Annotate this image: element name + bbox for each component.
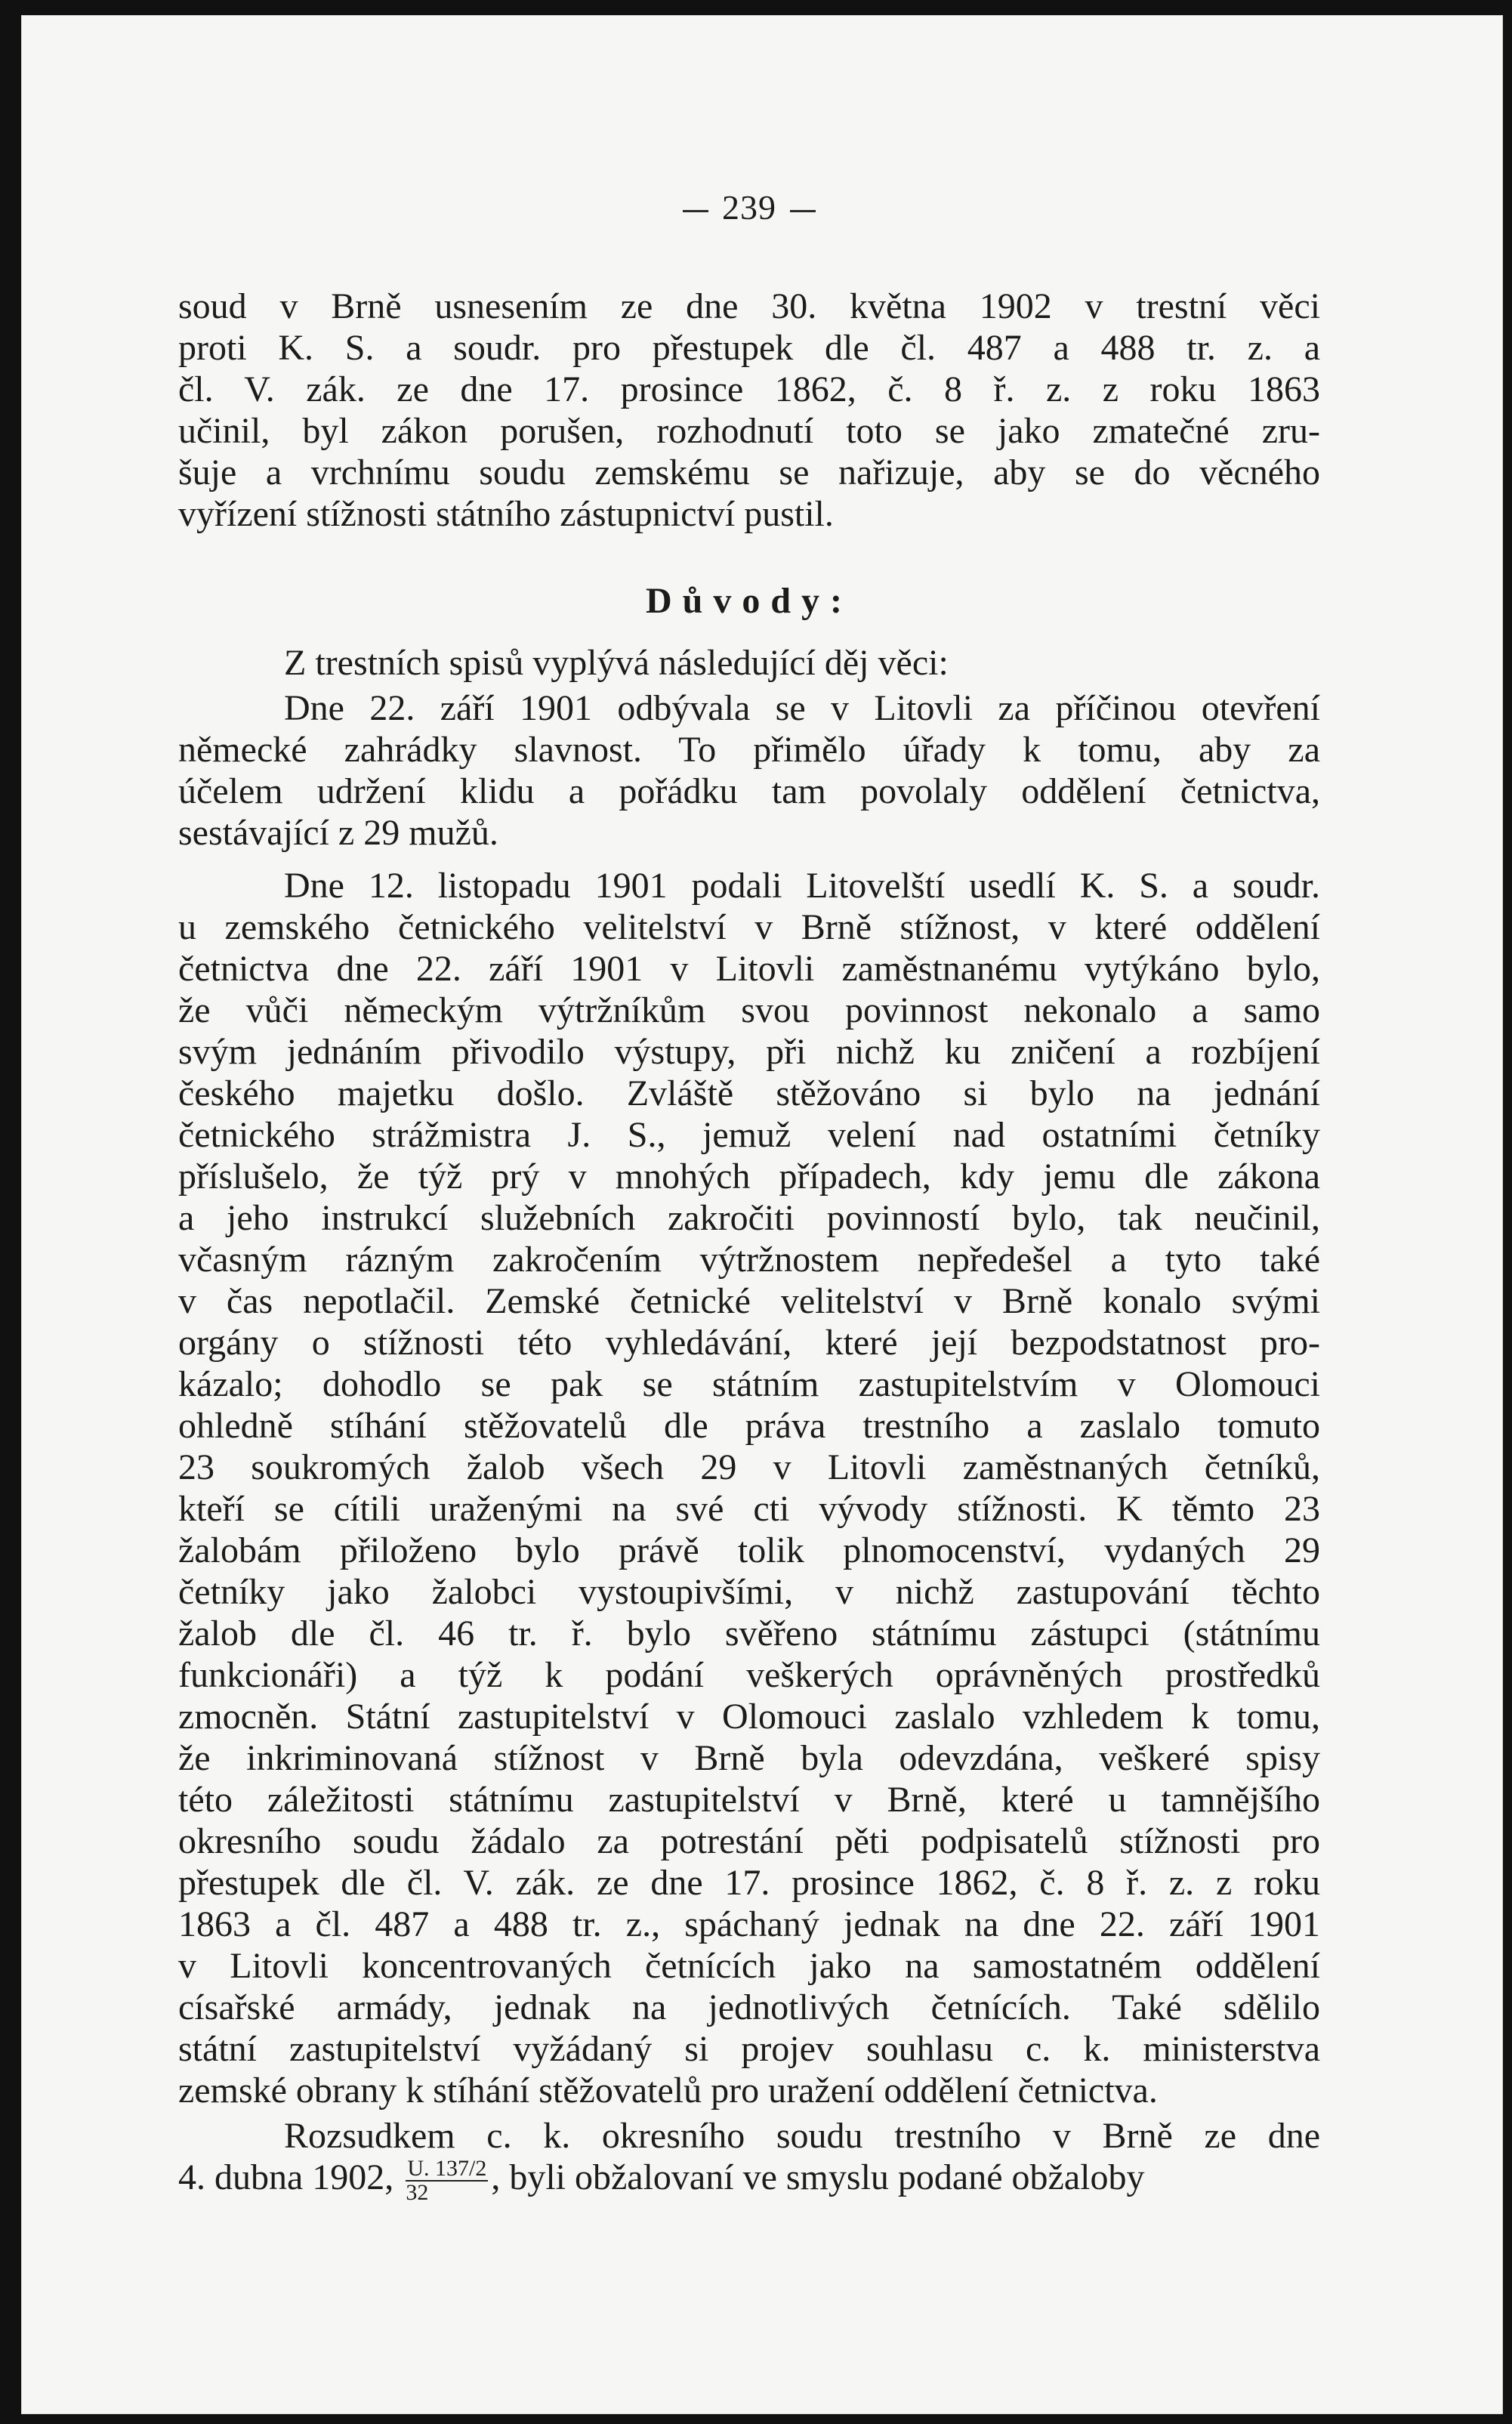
case-number-fraction xyxy=(406,2157,488,2204)
text-line: orgány o stížnosti této vyhledávání, které její bezpodstatnost pro- xyxy=(178,1323,1320,1363)
text-line: čl. V. zák. ze dne 17. prosince 1862, č. 8 ř. z. z roku 1863 xyxy=(178,369,1320,409)
paragraph-4 xyxy=(178,2115,1320,2204)
fraction-numerator: U. 137/2 xyxy=(407,2155,487,2181)
text-line: příslušelo, že týž prý v mnohých případech, kdy jemu dle zákona xyxy=(178,1156,1320,1197)
text-line: soud v Brně usnesením ze dne 30. května 1902 v trestní věci xyxy=(178,286,1320,326)
fraction-denominator: 32 xyxy=(406,2179,429,2205)
paragraph-1 xyxy=(178,642,1320,684)
text-line: v čas nepotlačil. Zemské četnické velitelství v Brně konalo svými xyxy=(178,1281,1320,1321)
text-line: Rozsudkem c. k. okresního soudu trestního v Brně ze dne xyxy=(284,2116,1320,2156)
text-line: žalob dle čl. 46 tr. ř. bylo svěřeno státnímu zástupci (státnímu xyxy=(178,1613,1320,1654)
intro-paragraph xyxy=(178,286,1320,535)
text-line: četníky jako žalobci vystoupivšími, v nichž zastupování těchto xyxy=(178,1572,1320,1612)
text-line: že vůči německým výtržníkům svou povinnost nekonalo a samo xyxy=(178,990,1320,1030)
text-line: kázalo; dohodlo se pak se státním zastupitelstvím v Olomouci xyxy=(178,1364,1320,1404)
text-line: českého majetku došlo. Zvláště stěžováno si bylo na jednání xyxy=(178,1073,1320,1113)
text-line: účelem udržení klidu a pořádku tam povolaly oddělení četnictva, xyxy=(178,771,1320,811)
text-line: sestávající z 29 mužů. xyxy=(178,813,498,853)
text-line: Z trestních spisů vyplývá následující děj věci: xyxy=(284,643,949,683)
text-line: svým jednáním přivodilo výstupy, při nichž ku zničení a rozbíjení xyxy=(178,1032,1320,1072)
text-line: proti K. S. a soudr. pro přestupek dle čl. 487 a 488 tr. z. a xyxy=(178,328,1320,368)
page-number-dash-right xyxy=(790,210,816,212)
text-line: okresního soudu žádalo za potrestání pěti podpisatelů stížnosti pro xyxy=(178,1821,1320,1861)
book-page xyxy=(21,15,1503,2414)
text-line: 23 soukromých žalob všech 29 v Litovli zaměstnaných četníků, xyxy=(178,1447,1320,1487)
text-line: německé zahrádky slavnost. To přimělo úřady k tomu, aby za xyxy=(178,730,1320,770)
text-line: přestupek dle čl. V. zák. ze dne 17. prosince 1862, č. 8 ř. z. z roku xyxy=(178,1863,1320,1903)
page-number-dash-left xyxy=(683,210,708,212)
date-text: 4. dubna 1902, xyxy=(178,2157,394,2197)
text-line: Dne 12. listopadu 1901 podali Litovelští usedlí K. S. a soudr. xyxy=(284,866,1320,906)
text-line: této záležitosti státnímu zastupitelství v Brně, které u tamnějšího xyxy=(178,1780,1320,1820)
text-line: státní zastupitelství vyžádaný si projev souhlasu c. k. ministerstva xyxy=(178,2029,1320,2069)
text-line: učinil, byl zákon porušen, rozhodnutí toto se jako zmatečné zru- xyxy=(178,411,1320,451)
page-number-text: 239 xyxy=(722,188,776,227)
text-line xyxy=(178,2157,1320,2204)
text-line: v Litovli koncentrovaných četnících jako na samostatném oddělení xyxy=(178,1946,1320,1986)
text-line: vyřízení stížnosti státního zástupnictví pustil. xyxy=(178,494,834,534)
text-line: kteří se cítili uraženými na své cti vývody stížnosti. K těmto 23 xyxy=(178,1489,1320,1529)
text-line: četnického strážmistra J. S., jemuž velení nad ostatními četníky xyxy=(178,1115,1320,1155)
text-line: u zemského četnického velitelství v Brně stížnost, v které oddělení xyxy=(178,907,1320,947)
text-line: a jeho instrukcí služebních zakročiti povinností bylo, tak neučinil, xyxy=(178,1198,1320,1238)
paragraph-3 xyxy=(178,865,1320,2111)
text-line: 1863 a čl. 487 a 488 tr. z., spáchaný jednak na dne 22. září 1901 xyxy=(178,1904,1320,1944)
text-line: zemské obrany k stíhání stěžovatelů pro uražení oddělení četnictva. xyxy=(178,2070,1158,2111)
paragraph-2 xyxy=(178,687,1320,854)
text-line: že inkriminovaná stížnost v Brně byla odevzdána, veškeré spisy xyxy=(178,1738,1320,1778)
text-line: Dne 22. září 1901 odbývala se v Litovli za příčinou otevření xyxy=(284,688,1320,728)
text-line: císařské armády, jednak na jednotlivých četnících. Také sdělilo xyxy=(178,1987,1320,2027)
text-line: zmocněn. Státní zastupitelství v Olomouci zaslalo vzhledem k tomu, xyxy=(178,1697,1320,1737)
page-number xyxy=(178,187,1320,227)
text-line: šuje a vrchnímu soudu zemskému se nařizuje, aby se do věcného xyxy=(178,452,1320,493)
sentence-continuation: , byli obžalovaní ve smyslu podané obžaloby xyxy=(491,2157,1145,2197)
section-heading: Důvody: xyxy=(645,581,853,621)
text-line: žalobám přiloženo bylo právě tolik plnomocenství, vydaných 29 xyxy=(178,1530,1320,1570)
text-line: ohledně stíhání stěžovatelů dle práva trestního a zaslalo tomuto xyxy=(178,1406,1320,1446)
text-line: četnictva dne 22. září 1901 v Litovli zaměstnanému vytýkáno bylo, xyxy=(178,949,1320,989)
text-line: funkcionáři) a týž k podání veškerých oprávněných prostředků xyxy=(178,1655,1320,1695)
text-line: včasným rázným zakročením výtržnostem nepředešel a tyto také xyxy=(178,1240,1320,1280)
